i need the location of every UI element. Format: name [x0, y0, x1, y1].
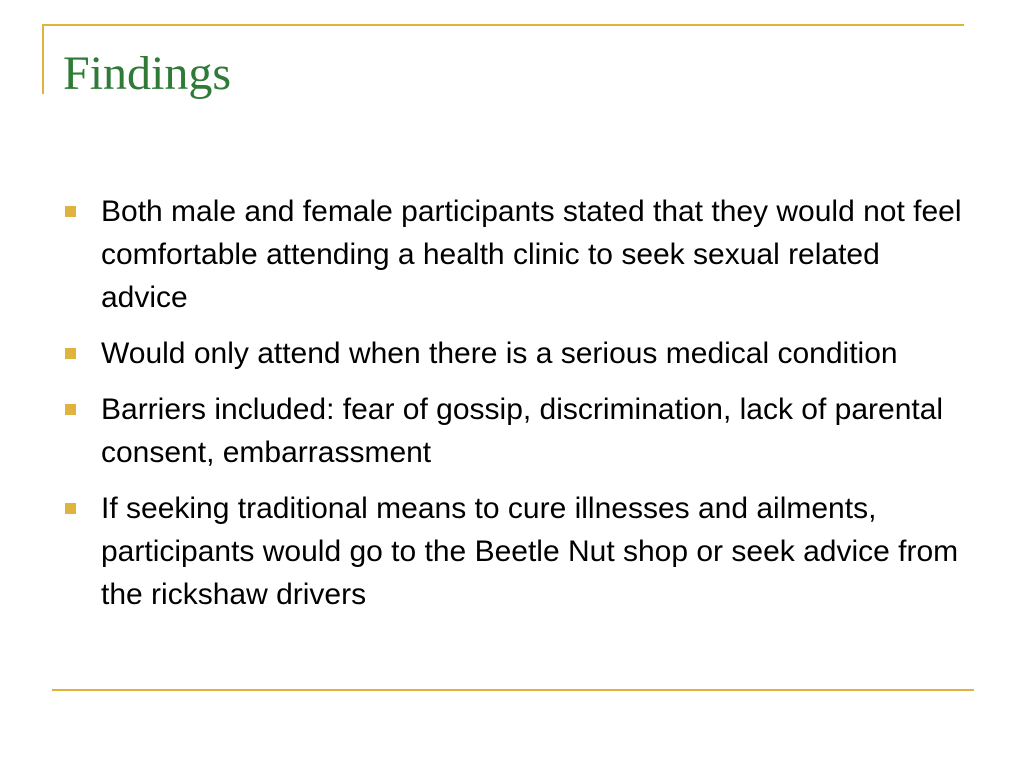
frame-bottom-rule	[52, 689, 974, 691]
square-bullet-icon	[65, 404, 76, 415]
bullet-text: Barriers included: fear of gossip, discrimination, lack of parental consent, embarrassment	[101, 393, 944, 469]
bullet-item	[65, 332, 970, 375]
frame-left-rule	[42, 24, 44, 94]
square-bullet-icon	[65, 206, 76, 217]
bullet-list	[65, 190, 970, 629]
bullet-text: If seeking traditional means to cure illnesses and ailments, participants would go to the Beetle Nut shop or seek advice from the rickshaw drivers	[101, 492, 959, 611]
bullet-text: Would only attend when there is a serious medical condition	[101, 337, 898, 370]
bullet-item	[65, 388, 970, 474]
slide-title: Findings	[63, 47, 232, 100]
bullet-item	[65, 487, 970, 616]
square-bullet-icon	[65, 348, 76, 359]
bullet-text: Both male and female participants stated that they would not feel comfortable attending a health clinic to seek sexual related advice	[101, 195, 962, 314]
square-bullet-icon	[65, 503, 76, 514]
bullet-item	[65, 190, 970, 319]
frame-top-rule	[42, 24, 964, 26]
